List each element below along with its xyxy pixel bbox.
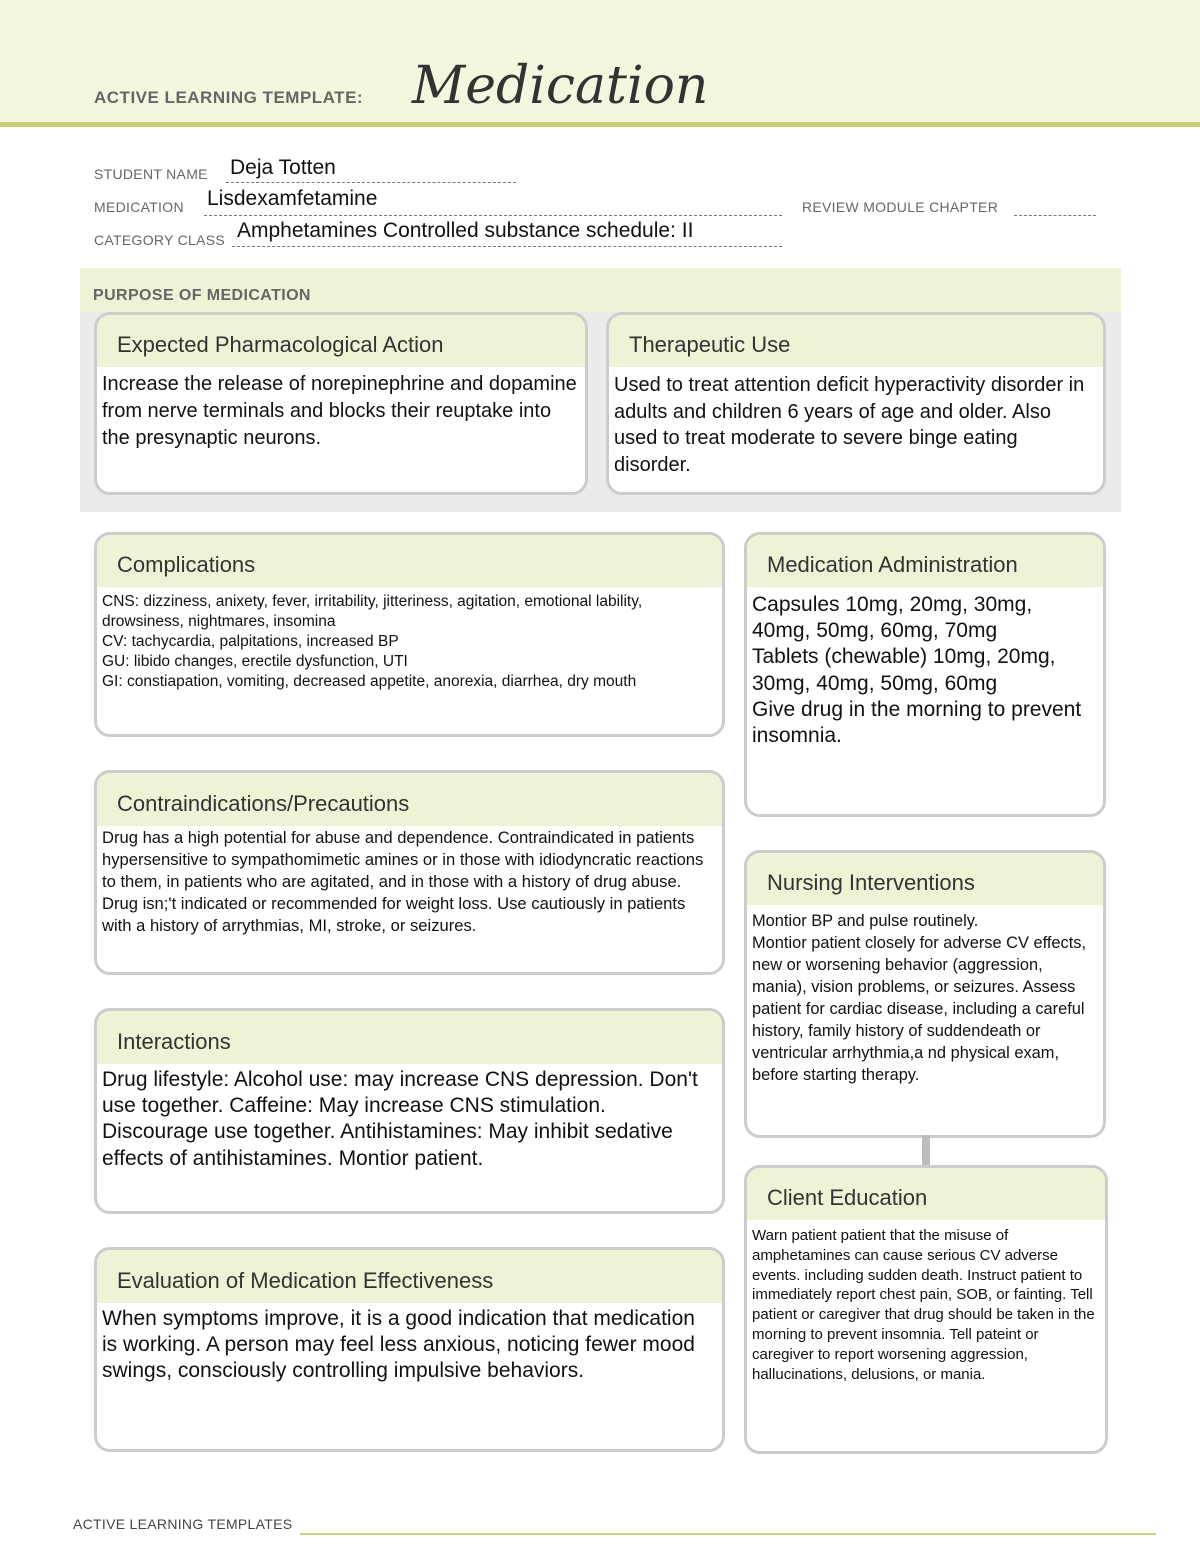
complications-line: GU: libido changes, erectile dysfunction, UTI (102, 653, 408, 670)
purpose-header (80, 268, 1121, 312)
nursing-interventions-card (744, 850, 1106, 1138)
contraindications-title: Contraindications/Precautions (117, 791, 410, 816)
review-module-label: REVIEW MODULE CHAPTER (802, 199, 999, 215)
page-title: Medication (412, 56, 709, 116)
evaluation-title: Evaluation of Medication Effectiveness (117, 1268, 494, 1293)
client-education-text: Warn patient patient that the misuse of amphetamines can cause serious CV adverse events. including sudden death. Instruct patient to immediately report chest pain, SOB, or fainting. Tell patient or caregiver that drug should be taken in the morning to prevent insomnia. Tell pateint or caregiver to report worsening aggression, hallucinations, delusions, or mania. (752, 1227, 1095, 1383)
nursing-interventions-text (752, 910, 1095, 1086)
category-class-label: CATEGORY CLASS (94, 232, 226, 248)
interactions-title-bar (97, 1011, 722, 1064)
evaluation-card (94, 1247, 725, 1452)
expected-action-title-bar (97, 315, 585, 367)
contraindications-card (94, 770, 725, 975)
contraindications-text: Drug has a high potential for abuse and dependence. Contraindicated in patients hypersensitive to sympathomimetic amines or in those with idiodyncratic reactions to them, in patients who are agitated, and in those with a history of drug abuse. Drug isn;'t indicated or recommended for weight loss. Use cautiously in patients with a history of arrythmias, MI, stroke, or seizures. (102, 828, 704, 935)
therapeutic-use-text: Used to treat attention deficit hyperactivity disorder in adults and children 6 years of age and older. Also used to treat moderate to severe binge eating disorder. (614, 374, 1085, 476)
contraindications-title-bar (97, 773, 722, 826)
footer-label: ACTIVE LEARNING TEMPLATES (73, 1516, 293, 1532)
administration-line: Give drug in the morning to prevent insomnia. (752, 697, 1082, 748)
medication-label: MEDICATION (94, 199, 184, 215)
administration-text (752, 592, 1095, 749)
header-rule (0, 122, 1200, 127)
administration-line: Capsules 10mg, 20mg, 30mg, 40mg, 50mg, 60mg, 70mg (752, 593, 1033, 643)
interactions-card (94, 1008, 725, 1214)
evaluation-text: When symptoms improve, it is a good indication that medication is working. A person may feel less anxious, noticing fewer mood swings, consciously controlling impulsive behaviors. (102, 1307, 695, 1383)
complications-text (102, 592, 714, 692)
category-class-value[interactable]: Amphetamines Controlled substance schedule: II (237, 219, 694, 242)
student-name-value[interactable]: Deja Totten (230, 156, 336, 179)
administration-title: Medication Administration (767, 552, 1018, 577)
evaluation-title-bar (97, 1250, 722, 1303)
medication-value[interactable]: Lisdexamfetamine (207, 187, 378, 210)
card-connector (922, 1135, 930, 1165)
footer-rule (300, 1533, 1156, 1535)
interactions-text: Drug lifestyle: Alcohol use: may increase CNS depression. Don't use together. Caffeine: May increase CNS stimulation. Discourage use together. Antihistamines: May inhibit sedative effects of antihistamines. Montior patient. (102, 1068, 698, 1170)
expected-action-card (94, 312, 588, 495)
therapeutic-use-title-bar (609, 315, 1103, 367)
template-label: ACTIVE LEARNING TEMPLATE: (94, 88, 364, 107)
client-education-title: Client Education (767, 1185, 928, 1210)
expected-action-text: Increase the release of norepinephrine and dopamine from nerve terminals and blocks their reuptake into the presynaptic neurons. (102, 373, 577, 449)
complications-line: CNS: dizziness, anixety, fever, irritability, jitteriness, agitation, emotional lability, drowsiness, nightmares, insomina (102, 593, 643, 630)
nursing-interventions-title: Nursing Interventions (767, 870, 975, 895)
complications-title-bar (97, 535, 722, 587)
medication-line (204, 215, 782, 216)
nursing-interventions-title-bar (747, 853, 1103, 905)
nursing-interventions-line: Montior patient closely for adverse CV effects, new or worsening behavior (aggression, mania), vision problems, or seizures. Assess patient for cardiac disease, including a careful history, family history of suddendeath or ventricular arrhythmia,a nd physical exam, before starting therapy. (752, 934, 1087, 1084)
student-name-line (226, 182, 516, 183)
expected-action-title: Expected Pharmacological Action (117, 332, 444, 357)
category-class-line (232, 246, 782, 247)
administration-card (744, 532, 1106, 817)
client-education-card (744, 1165, 1108, 1454)
client-education-title-bar (747, 1168, 1105, 1220)
complications-title: Complications (117, 552, 256, 577)
complications-card (94, 532, 725, 737)
therapeutic-use-card (606, 312, 1106, 495)
nursing-interventions-line: Montior BP and pulse routinely. (752, 912, 979, 930)
therapeutic-use-title: Therapeutic Use (629, 332, 791, 357)
complications-line: GI: constiapation, vomiting, decreased appetite, anorexia, diarrhea, dry mouth (102, 673, 637, 690)
administration-line: Tablets (chewable) 10mg, 20mg, 30mg, 40mg, 50mg, 60mg (752, 645, 1056, 695)
interactions-title: Interactions (117, 1029, 231, 1054)
administration-title-bar (747, 535, 1103, 587)
purpose-label: PURPOSE OF MEDICATION (93, 287, 311, 304)
complications-line: CV: tachycardia, palpitations, increased BP (102, 633, 399, 650)
student-name-label: STUDENT NAME (94, 166, 208, 182)
review-module-line (1014, 215, 1096, 216)
